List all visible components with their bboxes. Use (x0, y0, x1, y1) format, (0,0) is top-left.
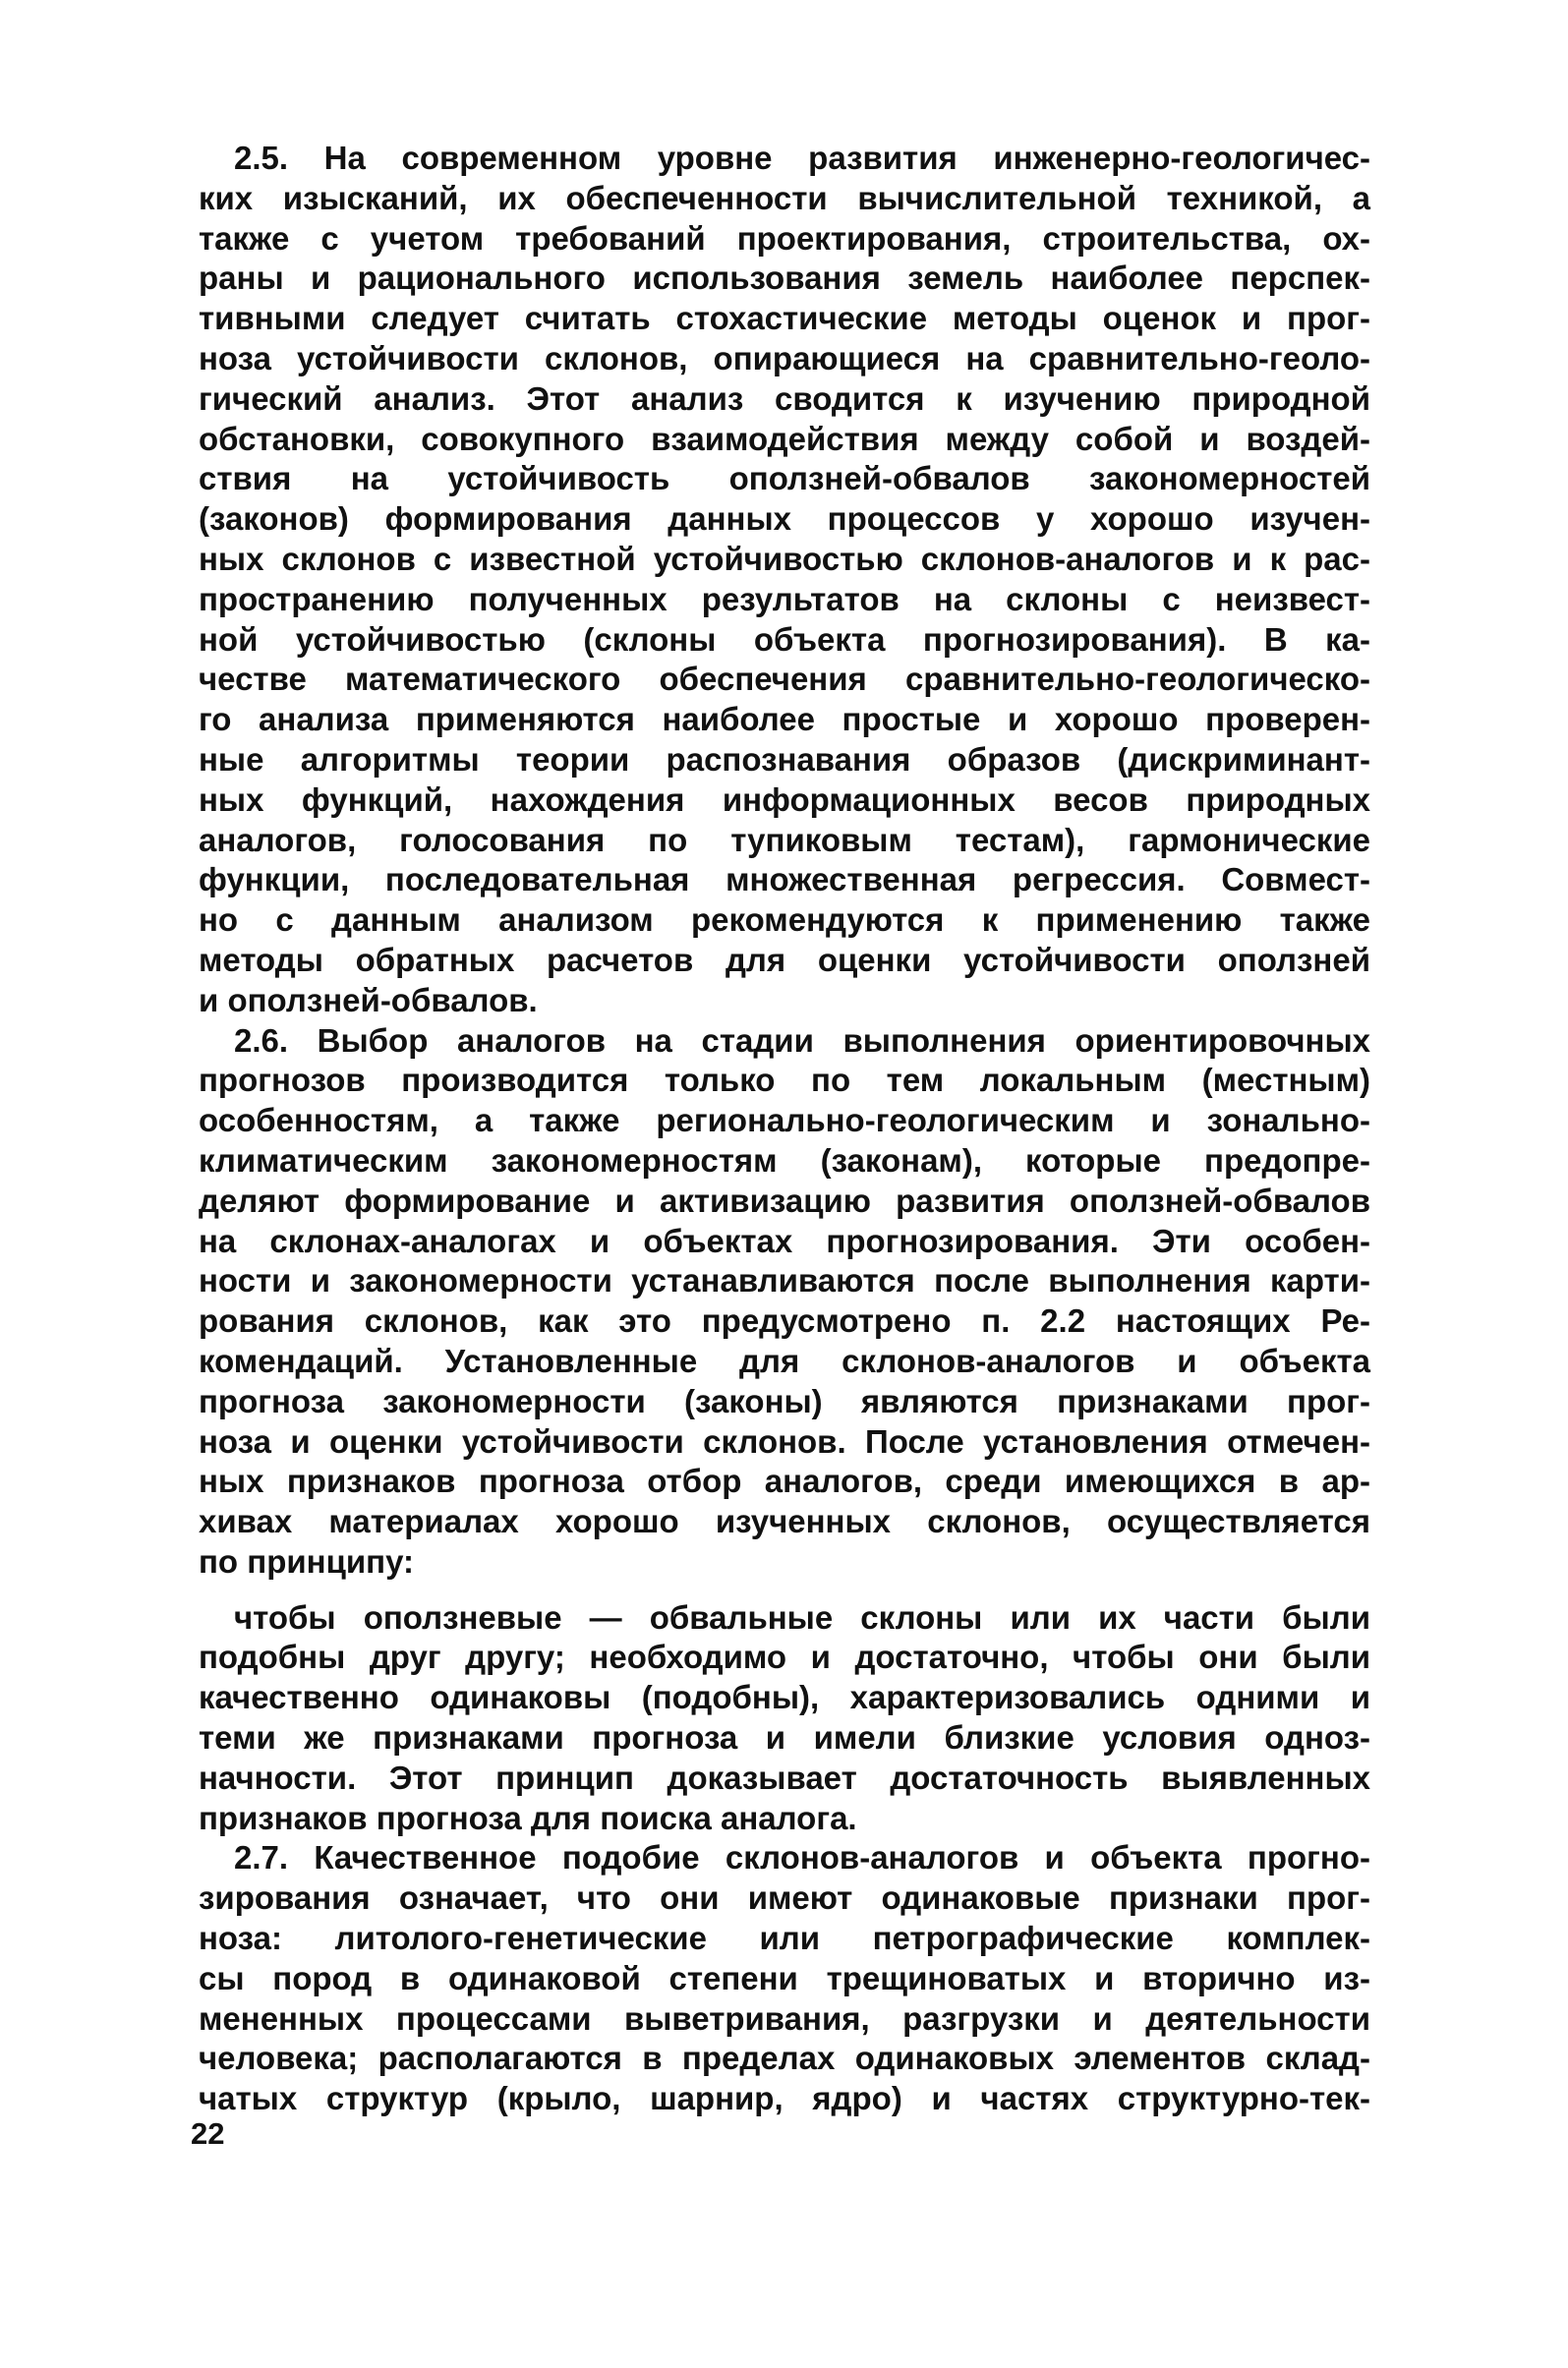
text-line: но с данным анализом рекомендуются к применению также (199, 901, 1370, 939)
text-line: комендаций. Установленные для склонов-аналогов и объекта (199, 1342, 1370, 1379)
text-line: прогноза закономерности (законы) являются признаками прог- (199, 1382, 1370, 1419)
text-line: теми же признаками прогноза и имели близкие условия одноз- (199, 1719, 1370, 1757)
text-block (199, 139, 1370, 2119)
text-line: ких изысканий, их обеспеченности вычислительной техникой, а (199, 179, 1370, 216)
text-line: начности. Этот принцип доказывает достаточность выявленных (199, 1759, 1370, 1796)
text-line: признаков прогноза для поиска аналога. (199, 1799, 857, 1836)
text-line: сы пород в одинаковой степени трещиноватых и вторично из- (199, 1959, 1370, 1996)
text-line: 2.7. Качественное подобие склонов-аналогов и объекта прогно- (234, 1839, 1370, 1877)
text-line: методы обратных расчетов для оценки устойчивости оползней (199, 941, 1370, 978)
text-line: также с учетом требований проектирования, строительства, ох- (199, 219, 1370, 257)
text-line: мененных процессами выветривания, разгрузки и деятельности (199, 1999, 1370, 2037)
text-line: ноза устойчивости склонов, опирающиеся на сравнительно-геоло- (199, 339, 1370, 376)
text-line: чтобы оползневые — обвальные склоны или их части были (234, 1598, 1370, 1636)
text-line: чатых структур (крыло, шарнир, ядро) и частях структурно-тек- (199, 2080, 1370, 2117)
text-line: по принципу: (199, 1542, 414, 1580)
text-line: на склонах-аналогах и объектах прогнозирования. Эти особен- (199, 1222, 1370, 1259)
text-line: ноза и оценки устойчивости склонов. После установления отмечен- (199, 1422, 1370, 1460)
text-line: ной устойчивостью (склоны объекта прогнозирования). В ка- (199, 620, 1370, 658)
text-line: ных признаков прогноза отбор аналогов, среди имеющихся в ар- (199, 1463, 1370, 1500)
text-line: обстановки, совокупного взаимодействия между собой и воздей- (199, 420, 1370, 457)
text-line: ствия на устойчивость оползней-обвалов закономерностей (199, 460, 1370, 497)
page-number: 22 (191, 2116, 225, 2151)
text-line: тивными следует считать стохастические методы оценок и прог- (199, 300, 1370, 337)
text-line: 2.5. На современном уровне развития инженерно-геологичес- (234, 140, 1370, 176)
text-line: человека; располагаются в пределах одинаковых элементов склад- (199, 2040, 1370, 2077)
text-line: го анализа применяются наиболее простые и хорошо проверен- (199, 701, 1370, 738)
text-line: рования склонов, как это предусмотрено п. 2.2 настоящих Ре- (199, 1302, 1370, 1340)
paragraph-2-7 (199, 1838, 1370, 2119)
text-line: климатическим закономерностям (законам), которые предопре- (199, 1141, 1370, 1179)
text-line: особенностям, а также регионально-геологическим и зонально- (199, 1102, 1370, 1139)
paragraph-spacer (199, 1583, 1370, 1598)
text-line: подобны друг другу; необходимо и достаточно, чтобы они были (199, 1639, 1370, 1676)
paragraph-2-6 (199, 1021, 1370, 1583)
paragraph-2-5 (199, 139, 1370, 1021)
text-line: качественно одинаковы (подобны), характеризовались одними и (199, 1679, 1370, 1716)
text-line: и оползней-обвалов. (199, 981, 538, 1018)
text-line: пространению полученных результатов на склоны с неизвест- (199, 580, 1370, 617)
text-line: раны и рационального использования земель наиболее перспек- (199, 260, 1370, 297)
text-line: зирования означает, что они имеют одинаковые признаки прог- (199, 1879, 1370, 1917)
text-line: ности и закономерности устанавливаются после выполнения карти- (199, 1262, 1370, 1300)
text-line: деляют формирование и активизацию развития оползней-обвалов (199, 1182, 1370, 1219)
text-line: (законов) формирования данных процессов у хорошо изучен- (199, 500, 1370, 538)
text-line: прогнозов производится только по тем локальным (местным) (199, 1062, 1370, 1099)
text-line: ноза: литолого-генетические или петрографические комплек- (199, 1920, 1370, 1957)
text-line: хивах материалах хорошо изученных склонов, осуществляется (199, 1503, 1370, 1540)
text-line: 2.6. Выбор аналогов на стадии выполнения ориентировочных (234, 1021, 1370, 1059)
text-line: ных функций, нахождения информационных весов природных (199, 780, 1370, 818)
text-line: функции, последовательная множественная регрессия. Совмест- (199, 861, 1370, 898)
text-line: честве математического обеспечения сравнительно-геологическо- (199, 661, 1370, 698)
text-line: гический анализ. Этот анализ сводится к изучению природной (199, 379, 1370, 417)
text-line: ных склонов с известной устойчивостью склонов-аналогов и к рас- (199, 540, 1370, 577)
text-line: аналогов, голосования по тупиковым тестам), гармонические (199, 821, 1370, 858)
paragraph-principle (199, 1598, 1370, 1839)
text-line: ные алгоритмы теории распознавания образов (дискриминант- (199, 740, 1370, 778)
